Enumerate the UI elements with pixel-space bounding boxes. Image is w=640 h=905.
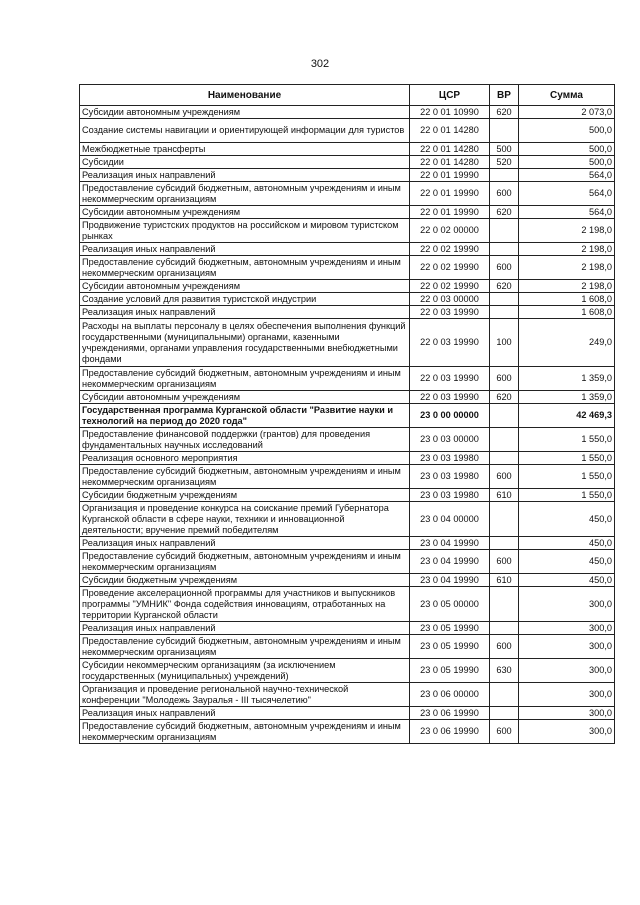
row-sum: 300,0 xyxy=(519,720,615,744)
row-csr: 22 0 03 19990 xyxy=(410,367,490,391)
row-sum: 249,0 xyxy=(519,319,615,367)
row-sum: 300,0 xyxy=(519,707,615,720)
row-csr: 22 0 01 14280 xyxy=(410,143,490,156)
row-csr: 23 0 05 00000 xyxy=(410,587,490,622)
row-csr: 23 0 00 00000 xyxy=(410,404,490,428)
table-row xyxy=(80,622,615,635)
row-csr: 22 0 01 19990 xyxy=(410,182,490,206)
row-sum: 500,0 xyxy=(519,119,615,143)
row-sum: 300,0 xyxy=(519,622,615,635)
row-vr xyxy=(490,622,519,635)
table-row xyxy=(80,635,615,659)
row-vr xyxy=(490,293,519,306)
row-csr: 23 0 03 00000 xyxy=(410,428,490,452)
row-name: Предоставление субсидий бюджетным, автономным учреждениям и иным некоммерческим организациям xyxy=(80,465,410,489)
row-csr: 22 0 03 00000 xyxy=(410,293,490,306)
row-name: Реализация иных направлений xyxy=(80,306,410,319)
row-name: Субсидии автономным учреждениям xyxy=(80,206,410,219)
table-row xyxy=(80,243,615,256)
row-name: Организация и проведение конкурса на соискание премий Губернатора Курганской области в сфере науки, техники и инновационной деятельности; вручение премий победителям xyxy=(80,502,410,537)
row-csr: 23 0 04 19990 xyxy=(410,537,490,550)
page-number: 302 xyxy=(310,58,330,70)
row-vr: 620 xyxy=(490,391,519,404)
table-row xyxy=(80,119,615,143)
row-name: Предоставление субсидий бюджетным, автономным учреждениям и иным некоммерческим организациям xyxy=(80,550,410,574)
row-sum: 1 550,0 xyxy=(519,465,615,489)
row-vr: 600 xyxy=(490,550,519,574)
table-row xyxy=(80,683,615,707)
table-row xyxy=(80,659,615,683)
row-csr: 22 0 01 19990 xyxy=(410,206,490,219)
table-row xyxy=(80,502,615,537)
row-sum: 564,0 xyxy=(519,206,615,219)
row-vr: 600 xyxy=(490,720,519,744)
row-csr: 22 0 03 19990 xyxy=(410,306,490,319)
row-name: Продвижение туристских продуктов на российском и мировом туристском рынках xyxy=(80,219,410,243)
row-csr: 22 0 02 19990 xyxy=(410,256,490,280)
table-row xyxy=(80,720,615,744)
row-sum: 2 198,0 xyxy=(519,243,615,256)
row-csr: 22 0 01 14280 xyxy=(410,119,490,143)
row-csr: 22 0 02 00000 xyxy=(410,219,490,243)
row-sum: 300,0 xyxy=(519,587,615,622)
row-sum: 1 359,0 xyxy=(519,391,615,404)
row-sum: 300,0 xyxy=(519,635,615,659)
row-vr xyxy=(490,683,519,707)
row-csr: 22 0 02 19990 xyxy=(410,243,490,256)
row-name: Проведение акселерационной программы для участников и выпускников программы "УМНИК" Фонда содействия инновациям, отработанных на территории Курганской области xyxy=(80,587,410,622)
table-row xyxy=(80,452,615,465)
row-name: Предоставление субсидий бюджетным, автономным учреждениям и иным некоммерческим организациям xyxy=(80,182,410,206)
table-row xyxy=(80,293,615,306)
row-sum: 1 550,0 xyxy=(519,428,615,452)
row-sum: 450,0 xyxy=(519,550,615,574)
row-csr: 22 0 03 19990 xyxy=(410,391,490,404)
table-header-row xyxy=(80,85,615,106)
table-row xyxy=(80,219,615,243)
table-row xyxy=(80,143,615,156)
row-csr: 23 0 04 19990 xyxy=(410,574,490,587)
table-row xyxy=(80,306,615,319)
row-name: Реализация иных направлений xyxy=(80,243,410,256)
row-vr: 620 xyxy=(490,280,519,293)
row-name: Субсидии автономным учреждениям xyxy=(80,280,410,293)
row-sum: 300,0 xyxy=(519,659,615,683)
row-sum: 450,0 xyxy=(519,502,615,537)
row-vr: 600 xyxy=(490,256,519,280)
row-name: Организация и проведение региональной научно-технической конференции "Молодежь Зауралья - III тысячелетию" xyxy=(80,683,410,707)
row-sum: 500,0 xyxy=(519,156,615,169)
row-vr xyxy=(490,587,519,622)
row-sum: 564,0 xyxy=(519,182,615,206)
table-row xyxy=(80,256,615,280)
row-name: Предоставление субсидий бюджетным, автономным учреждениям и иным некоммерческим организациям xyxy=(80,256,410,280)
table-row xyxy=(80,707,615,720)
row-vr: 610 xyxy=(490,489,519,502)
row-sum: 2 198,0 xyxy=(519,280,615,293)
table-row xyxy=(80,182,615,206)
header-vr: ВР xyxy=(490,85,519,106)
table-row xyxy=(80,537,615,550)
row-vr: 620 xyxy=(490,106,519,119)
row-vr xyxy=(490,707,519,720)
row-vr: 600 xyxy=(490,367,519,391)
row-name: Реализация иных направлений xyxy=(80,169,410,182)
row-csr: 23 0 05 19990 xyxy=(410,635,490,659)
row-csr: 23 0 04 00000 xyxy=(410,502,490,537)
row-sum: 500,0 xyxy=(519,143,615,156)
row-name: Межбюджетные трансферты xyxy=(80,143,410,156)
row-csr: 23 0 06 00000 xyxy=(410,683,490,707)
row-csr: 23 0 04 19990 xyxy=(410,550,490,574)
table-row xyxy=(80,106,615,119)
row-sum: 1 608,0 xyxy=(519,293,615,306)
table-row xyxy=(80,367,615,391)
table-row xyxy=(80,319,615,367)
row-name: Предоставление субсидий бюджетным, автономным учреждениям и иным некоммерческим организациям xyxy=(80,635,410,659)
table-row xyxy=(80,404,615,428)
row-name: Создание условий для развития туристской индустрии xyxy=(80,293,410,306)
row-name: Субсидии некоммерческим организациям (за исключением государственных (муниципальных) учреждений) xyxy=(80,659,410,683)
row-name: Субсидии автономным учреждениям xyxy=(80,106,410,119)
row-name: Реализация основного мероприятия xyxy=(80,452,410,465)
row-sum: 1 608,0 xyxy=(519,306,615,319)
row-csr: 23 0 03 19980 xyxy=(410,452,490,465)
row-sum: 450,0 xyxy=(519,574,615,587)
row-csr: 23 0 03 19980 xyxy=(410,465,490,489)
row-vr xyxy=(490,452,519,465)
row-name: Реализация иных направлений xyxy=(80,537,410,550)
row-vr xyxy=(490,219,519,243)
header-csr: ЦСР xyxy=(410,85,490,106)
row-name: Субсидии бюджетным учреждениям xyxy=(80,574,410,587)
row-csr: 23 0 05 19990 xyxy=(410,659,490,683)
table-row xyxy=(80,391,615,404)
table-row xyxy=(80,169,615,182)
row-sum: 1 550,0 xyxy=(519,489,615,502)
row-vr xyxy=(490,502,519,537)
row-csr: 23 0 06 19990 xyxy=(410,720,490,744)
row-name: Государственная программа Курганской области "Развитие науки и технологий на период до 2020 года" xyxy=(80,404,410,428)
row-csr: 22 0 03 19990 xyxy=(410,319,490,367)
row-vr: 630 xyxy=(490,659,519,683)
row-name: Субсидии автономным учреждениям xyxy=(80,391,410,404)
row-sum: 450,0 xyxy=(519,537,615,550)
row-sum: 42 469,3 xyxy=(519,404,615,428)
row-csr: 22 0 02 19990 xyxy=(410,280,490,293)
row-csr: 23 0 05 19990 xyxy=(410,622,490,635)
row-vr: 500 xyxy=(490,143,519,156)
row-vr: 100 xyxy=(490,319,519,367)
row-vr xyxy=(490,428,519,452)
row-vr: 600 xyxy=(490,635,519,659)
row-vr: 600 xyxy=(490,465,519,489)
table-row xyxy=(80,574,615,587)
row-vr xyxy=(490,404,519,428)
row-csr: 22 0 01 14280 xyxy=(410,156,490,169)
row-sum: 2 198,0 xyxy=(519,256,615,280)
budget-table xyxy=(79,84,615,744)
row-csr: 22 0 01 19990 xyxy=(410,169,490,182)
row-name: Создание системы навигации и ориентирующей информации для туристов xyxy=(80,119,410,143)
row-vr: 600 xyxy=(490,182,519,206)
row-sum: 1 550,0 xyxy=(519,452,615,465)
header-name: Наименование xyxy=(80,85,410,106)
row-csr: 23 0 03 19980 xyxy=(410,489,490,502)
table-row xyxy=(80,465,615,489)
row-name: Предоставление субсидий бюджетным, автономным учреждениям и иным некоммерческим организациям xyxy=(80,720,410,744)
row-name: Предоставление финансовой поддержки (грантов) для проведения фундаментальных научных исследований xyxy=(80,428,410,452)
table-row xyxy=(80,280,615,293)
row-name: Расходы на выплаты персоналу в целях обеспечения выполнения функций государственными (муниципальными) органами, казенными учреждениями, органами управления государственными внебюджетными фондами xyxy=(80,319,410,367)
row-name: Субсидии бюджетным учреждениям xyxy=(80,489,410,502)
row-csr: 22 0 01 10990 xyxy=(410,106,490,119)
row-sum: 2 198,0 xyxy=(519,219,615,243)
row-sum: 1 359,0 xyxy=(519,367,615,391)
row-vr xyxy=(490,537,519,550)
row-csr: 23 0 06 19990 xyxy=(410,707,490,720)
row-vr xyxy=(490,243,519,256)
row-sum: 300,0 xyxy=(519,683,615,707)
row-vr: 520 xyxy=(490,156,519,169)
table-body xyxy=(80,106,615,744)
table-row xyxy=(80,428,615,452)
header-sum: Сумма xyxy=(519,85,615,106)
row-name: Реализация иных направлений xyxy=(80,622,410,635)
row-vr: 620 xyxy=(490,206,519,219)
row-name: Субсидии xyxy=(80,156,410,169)
row-vr xyxy=(490,306,519,319)
table-row xyxy=(80,587,615,622)
row-vr: 610 xyxy=(490,574,519,587)
row-name: Предоставление субсидий бюджетным, автономным учреждениям и иным некоммерческим организациям xyxy=(80,367,410,391)
table-row xyxy=(80,156,615,169)
row-vr xyxy=(490,119,519,143)
row-sum: 564,0 xyxy=(519,169,615,182)
row-sum: 2 073,0 xyxy=(519,106,615,119)
row-vr xyxy=(490,169,519,182)
table-row xyxy=(80,489,615,502)
row-name: Реализация иных направлений xyxy=(80,707,410,720)
table-row xyxy=(80,206,615,219)
table-row xyxy=(80,550,615,574)
